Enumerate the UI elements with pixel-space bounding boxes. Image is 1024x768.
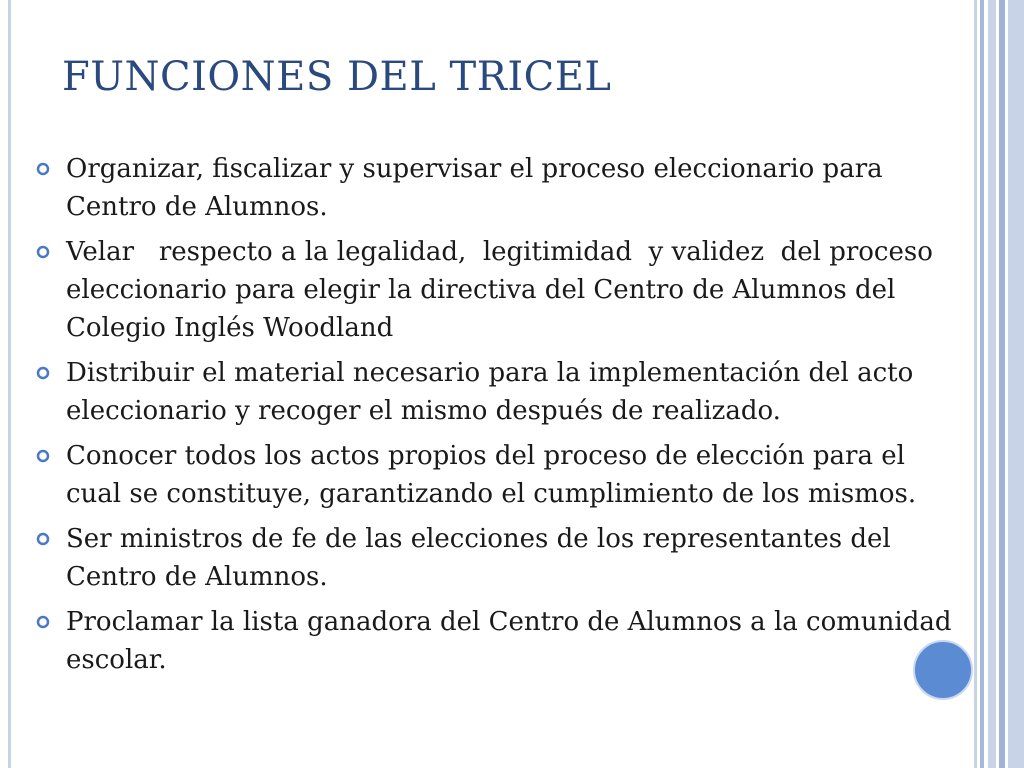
left-border-rule [8,0,11,768]
bullet-text: Conocer todos los actos propios del proceso de elección para el cual se constituye, garantizando el cumplimiento de los mismos. [66,441,917,509]
ring-bullet-icon [36,615,50,629]
list-item [36,233,956,347]
bullet-text: Distribuir el material necesario para la implementación del acto eleccionario y recoger el mismo después de realizado. [66,358,914,426]
ring-bullet-icon [36,449,50,463]
stripe [999,0,1005,768]
ring-bullet-icon [36,245,50,259]
right-decorative-stripes [974,0,1024,768]
ring-bullet-icon [36,162,50,176]
list-item [36,354,956,430]
slide-title: FUNCIONES DEL TRICEL [62,54,612,100]
bullet-text: Velar respecto a la legalidad, legitimidad y validez del proceso eleccionario para elegir la directiva del Centro de Alumnos del Colegio Inglés Woodland [66,237,942,343]
stripe [988,0,996,768]
list-item [36,150,956,226]
bullet-text: Organizar, fiscalizar y supervisar el proceso eleccionario para Centro de Alumnos. [66,154,883,222]
ring-bullet-icon [36,532,50,546]
stripe [1008,0,1024,768]
bullet-list [36,150,956,686]
stripe [980,0,984,768]
ring-bullet-icon [36,366,50,380]
list-item [36,603,956,679]
bullet-text: Ser ministros de fe de las elecciones de los representantes del Centro de Alumnos. [66,524,891,592]
bullet-text: Proclamar la lista ganadora del Centro de Alumnos a la comunidad escolar. [66,607,952,675]
list-item [36,437,956,513]
stripe [974,0,977,768]
circle-accent-icon [913,640,973,700]
list-item [36,520,956,596]
